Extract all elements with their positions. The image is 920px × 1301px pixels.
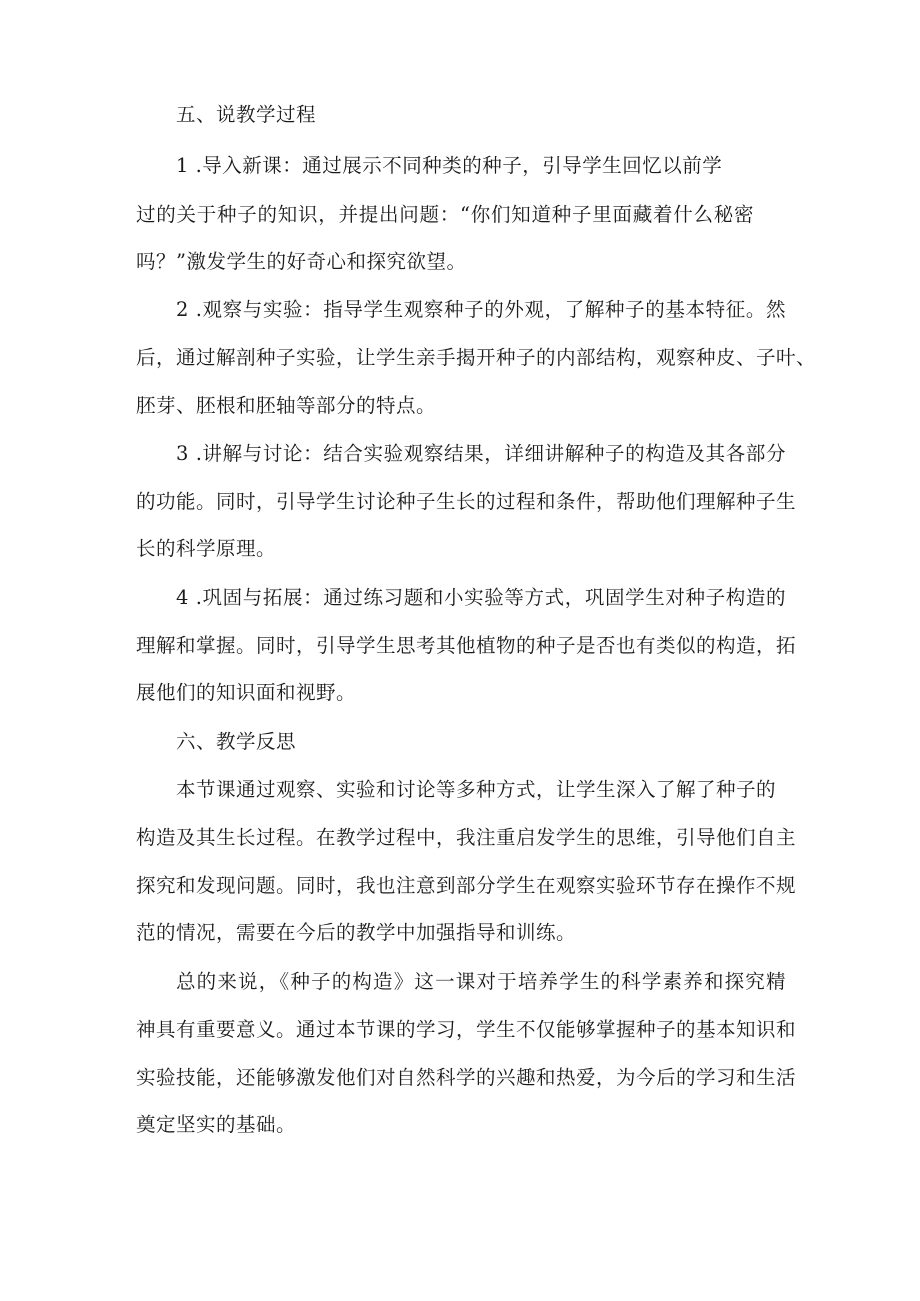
item4-line3: 展他们的知识面和视野。 xyxy=(136,681,357,704)
reflection-para1-line2: 构造及其生长过程。在教学过程中，我注重启发学生的思维，引导他们自主 xyxy=(136,826,797,849)
item4-line2: 理解和掌握。同时，引导学生思考其他植物的种子是否也有类似的构造，拓 xyxy=(136,634,797,657)
summary-para-line2: 神具有重要意义。通过本节课的学习，学生不仅能够掌握种子的基本知识和 xyxy=(136,1018,797,1041)
item4-line1: 4 .巩固与拓展：通过练习题和小实验等方式，巩固学生对种子构造的 xyxy=(176,586,786,609)
reflection-para1-line1: 本节课通过观察、实验和讨论等多种方式，让学生深入了解了种子的 xyxy=(176,778,777,801)
item2-line2: 后，通过解剖种子实验，让学生亲手揭开种子的内部结构，观察种皮、子叶、 xyxy=(136,346,817,369)
item3-line1: 3 .讲解与讨论：结合实验观察结果，详细讲解种子的构造及其各部分 xyxy=(176,442,786,465)
item1-line2: 过的关于种子的知识，并提出问题：“你们知道种子里面藏着什么秘密 xyxy=(136,203,754,226)
item2-line1: 2 .观察与实验：指导学生观察种子的外观，了解种子的基本特征。然 xyxy=(176,298,786,321)
summary-para-line4: 奠定坚实的基础。 xyxy=(136,1113,297,1136)
item2-line3: 胚芽、胚根和胚轴等部分的特点。 xyxy=(136,394,437,417)
summary-para-line3: 实验技能，还能够激发他们对自然科学的兴趣和热爱，为今后的学习和生活 xyxy=(136,1066,797,1089)
item1-line3: 吗？”激发学生的好奇心和探究欲望。 xyxy=(136,250,467,273)
reflection-para1-line4: 范的情况，需要在今后的教学中加强指导和训练。 xyxy=(136,921,577,944)
item1-line1: 1 .导入新课：通过展示不同种类的种子，引导学生回忆以前学 xyxy=(176,154,723,177)
summary-para-line1: 总的来说，《种子的构造》这一课对于培养学生的科学素养和探究精 xyxy=(176,970,786,993)
section-heading-teaching-process: 五、说教学过程 xyxy=(176,103,317,126)
section-heading-teaching-reflection: 六、教学反思 xyxy=(176,730,297,753)
item3-line3: 长的科学原理。 xyxy=(136,537,277,560)
item3-line2: 的功能。同时，引导学生讨论种子生长的过程和条件，帮助他们理解种子生 xyxy=(136,490,797,513)
reflection-para1-line3: 探究和发现问题。同时，我也注意到部分学生在观察实验环节存在操作不规 xyxy=(136,874,797,897)
